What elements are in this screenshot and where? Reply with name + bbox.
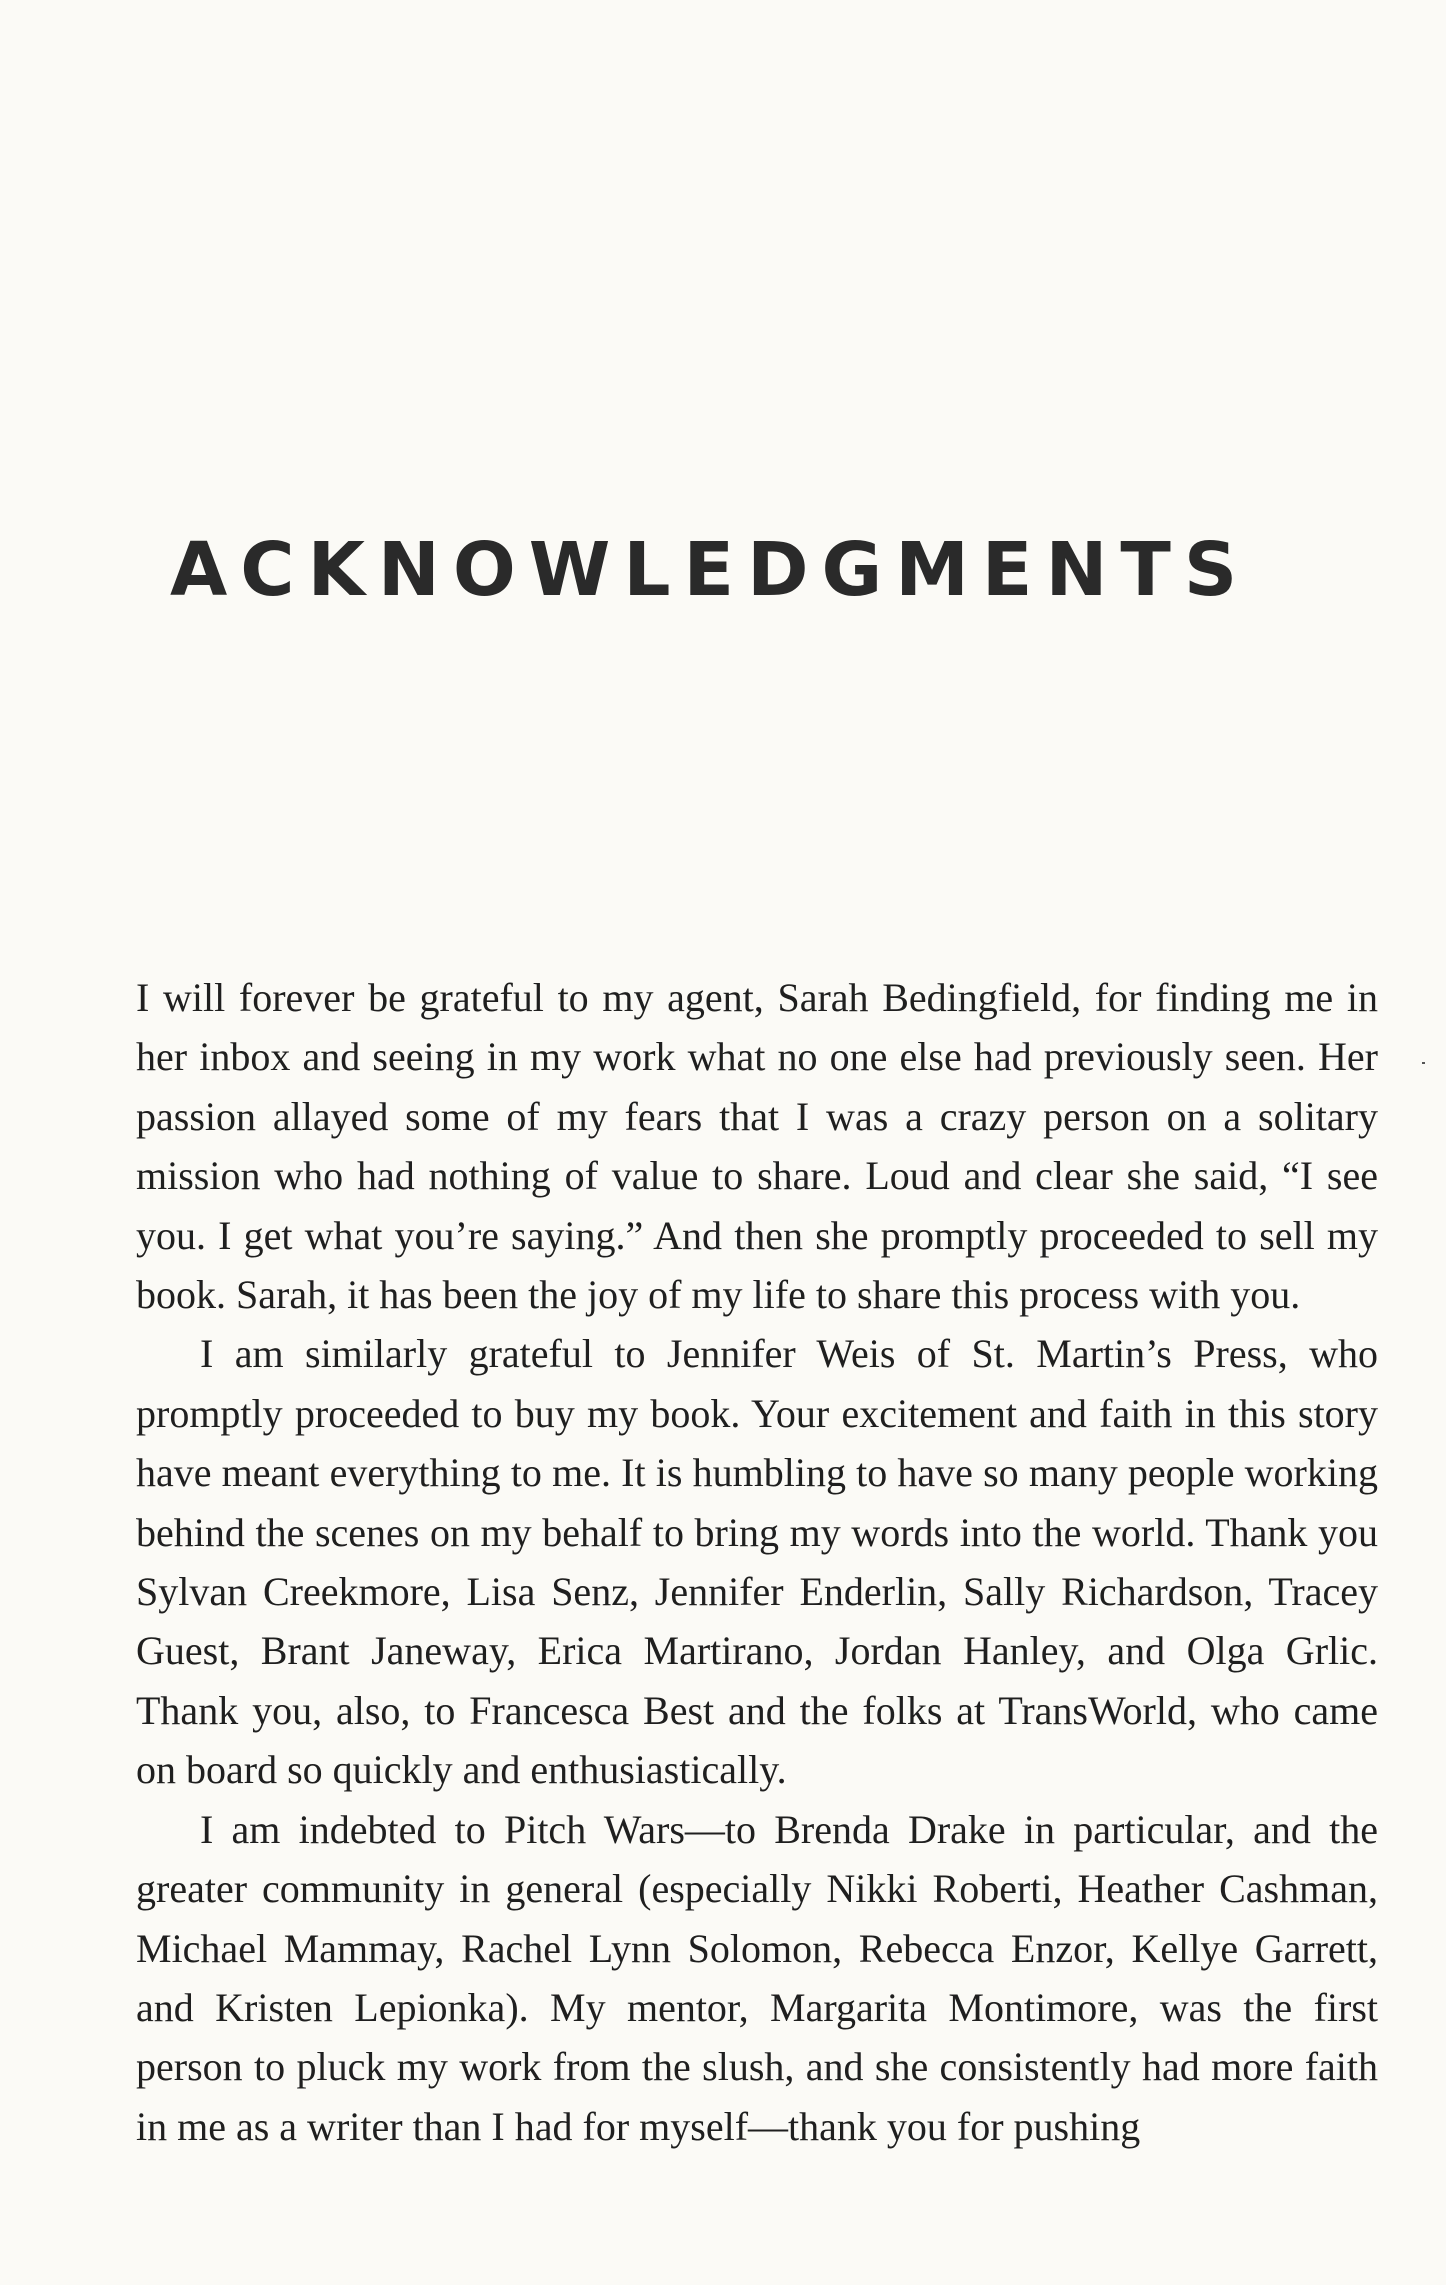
paragraph: I am similarly grateful to Jennifer Weis of St. Martin’s Press, who promptly proceeded to buy my book. Your excitement and faith in this story have meant everything to me. It is humbling to have so many people working behind the scenes on my behalf to bring my words into the world. Thank you Sylvan Creekmore, Lisa Senz, Jennifer Enderlin, Sally Richardson, Tracey Guest, Brant Janeway, Erica Martirano, Jordan Hanley, and Olga Grlic. Thank you, also, to Francesca Best and the folks at TransWorld, who came on board so quickly and enthusiastically. [136, 1331, 1378, 1793]
paragraph: I am indebted to Pitch Wars—to Brenda Drake in particular, and the greater community in general (especially Nikki Roberti, Heather Cashman, Michael Mammay, Rachel Lynn Solomon, Rebecca Enzor, Kellye Garrett, and Kristen Lepionka). My mentor, Margarita Montimore, was the first person to pluck my work from the slush, and she consistently had more faith in me as a writer than I had for myself—thank you for pushing [136, 1806, 1378, 2149]
body-text [136, 968, 1378, 2156]
chapter-heading: ACKNOWLEDGMENTS [170, 527, 1251, 613]
print-speck [1422, 1062, 1425, 1064]
paragraph: I will forever be grateful to my agent, Sarah Bedingfield, for finding me in her inbox and seeing in my work what no one else had previously seen. Her passion allayed some of my fears that I was a crazy person on a solitary mission who had nothing of value to share. Loud and clear she said, “I see you. I get what you’re saying.” And then she promptly proceeded to sell my book. Sarah, it has been the joy of my life to share this process with you. [136, 975, 1378, 1318]
